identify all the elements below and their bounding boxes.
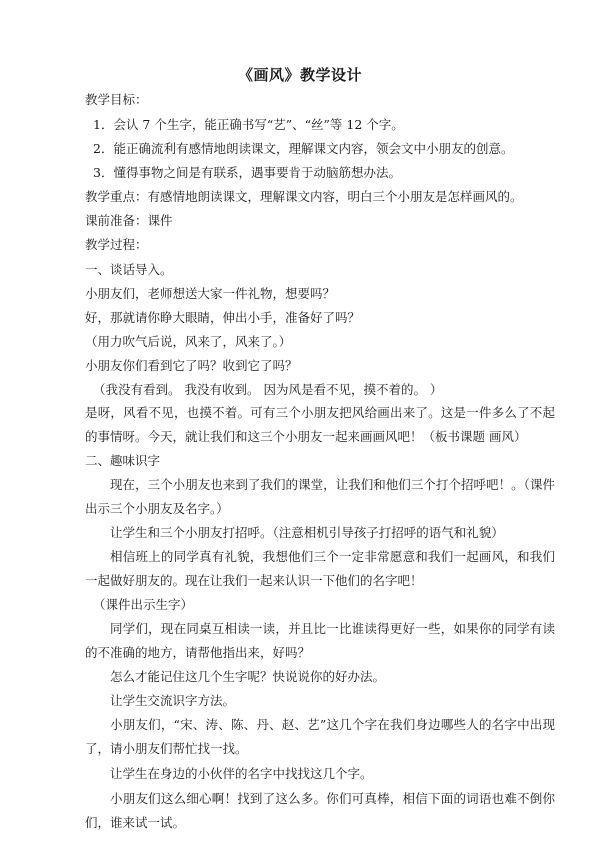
section1-paragraph: 是呀，风看不见，也摸不着。可有三个小朋友把风给画出来了。这是一件多么了不起的事情呀。今天，就让我们和这三个小朋友一起来画画风吧！（板书课题 画风） bbox=[85, 405, 555, 444]
section2-line-2: （课件出示生字） bbox=[93, 597, 194, 612]
section2-paragraph-1: 现在，三个小朋友也来到了我们的课堂，让我们和他们三个打个招呼吧！。（课件出示三个小朋友及名字。） bbox=[85, 477, 555, 516]
section1-line-1: 小朋友们，老师想送大家一件礼物，想要吗？ bbox=[85, 286, 336, 301]
objective-item-3: 3．懂得事物之间是有联系，遇事要肯于动脑筋想办法。 bbox=[93, 165, 401, 180]
section2-line-4: 让学生交流识字方法。 bbox=[110, 693, 236, 708]
section1-line-3: （用力吹气后说，风来了，风来了。） bbox=[85, 334, 292, 349]
objectives-heading: 教学目标： bbox=[85, 92, 148, 107]
section1-line-2: 好，那就请你睁大眼睛，伸出小手，准备好了吗？ bbox=[85, 310, 361, 325]
section2-paragraph-4: 小朋友们，“宋、涛、陈、丹、赵、艺”这几个字在我们身边哪些人的名字中出现了，请小朋友们帮忙找一找。 bbox=[85, 717, 555, 756]
section2-paragraph-2: 相信班上的同学真有礼貌，我想他们三个一定非常愿意和我们一起画风，和我们一起做好朋友的。现在让我们一起来认识一下他们的名字吧！ bbox=[85, 549, 555, 588]
section2-line-1: 让学生和三个小朋友打招呼。（注意相机引导孩子打招呼的语气和礼貌） bbox=[110, 525, 504, 540]
section1-line-5: （我没有看到。 我没有收到。 因为风是看不见，摸不着的。 ） bbox=[93, 382, 443, 397]
section2-paragraph-5: 小朋友们这么细心啊！找到了这么多。你们可真棒，相信下面的词语也难不倒你们，谁来试一试。 bbox=[85, 791, 555, 830]
objective-item-1: 1．会认 7 个生字，能正确书写“艺”、“丝”等 12 个字。 bbox=[93, 117, 404, 132]
key-point: 教学重点：有感情地朗读课文，理解课文内容，明白三个小朋友是怎样画风的。 bbox=[85, 189, 523, 204]
section2-line-3: 怎么才能记住这几个生字呢？快说说你的好办法。 bbox=[110, 669, 386, 684]
section2-line-5: 让学生在身边的小伙伴的名字中找找这几个字。 bbox=[110, 766, 373, 781]
preparation: 课前准备：课件 bbox=[85, 213, 173, 228]
section1-line-4: 小朋友你们看到它了吗？收到它了吗？ bbox=[85, 358, 298, 373]
process-heading: 教学过程： bbox=[85, 237, 148, 252]
objective-item-2: 2．能正确流利有感情地朗读课文，理解课文内容，领会文中小朋友的创意。 bbox=[93, 141, 514, 156]
section1-heading: 一、谈话导入。 bbox=[85, 262, 173, 277]
section2-heading: 二、趣味识字 bbox=[85, 453, 161, 468]
document-title: 《画风》教学设计 bbox=[237, 66, 362, 84]
section2-paragraph-3: 同学们，现在同桌互相读一读，并且比一比谁读得更好一些，如果你的同学有读的不准确的地方，请帮他指出来，好吗？ bbox=[85, 621, 555, 660]
